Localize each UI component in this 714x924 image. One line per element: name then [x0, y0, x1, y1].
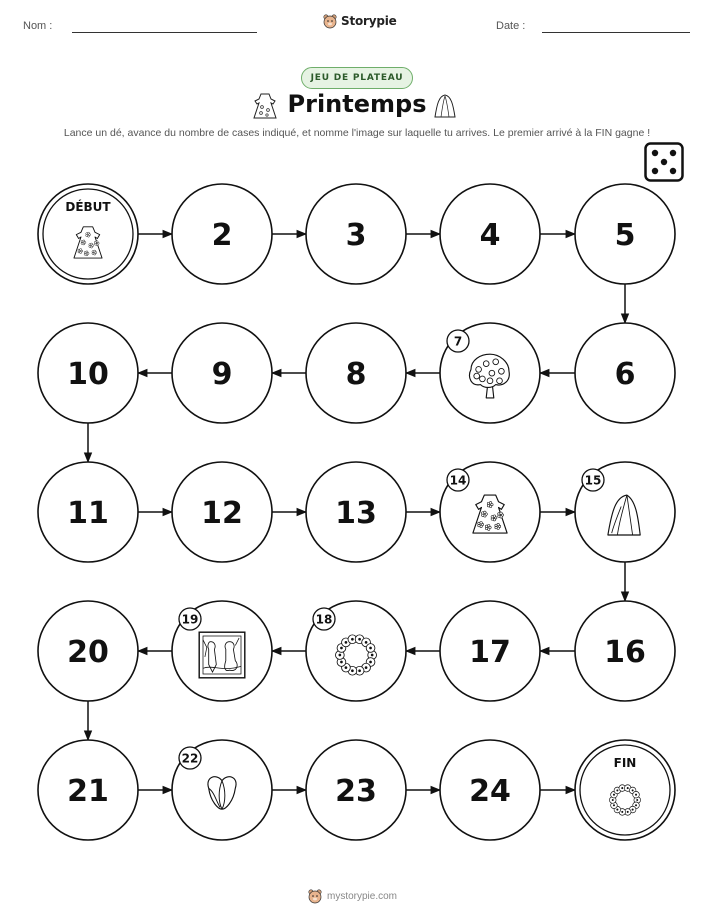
- space-number: 16: [604, 635, 646, 670]
- board-space-9: [172, 323, 272, 423]
- art-panel-icon: [199, 632, 245, 678]
- board-space-23: [306, 740, 406, 840]
- board-space-25: [575, 740, 675, 840]
- board-space-21: [38, 740, 138, 840]
- space-number: 23: [335, 774, 377, 809]
- board-space-17: [440, 601, 540, 701]
- space-number: 21: [67, 774, 109, 809]
- board-space-6: [575, 323, 675, 423]
- board-space-20: [38, 601, 138, 701]
- name-label: Nom :: [23, 20, 53, 32]
- board-space-19: [172, 601, 272, 701]
- board-space-4: [440, 184, 540, 284]
- date-label: Date :: [496, 20, 526, 32]
- space-number: 5: [614, 218, 636, 253]
- space-number: 22: [181, 751, 199, 766]
- footer: [307, 888, 397, 904]
- space-number: 9: [211, 357, 233, 392]
- space-number: 19: [181, 612, 199, 627]
- board-space-10: [38, 323, 138, 423]
- brand-name: Storypie: [341, 14, 397, 28]
- board-space-3: [306, 184, 406, 284]
- space-number: 3: [345, 218, 367, 253]
- board-space-12: [172, 462, 272, 562]
- space-number: 4: [479, 218, 501, 253]
- space-number: 15: [584, 473, 602, 488]
- footer-url: mystorypie.com: [327, 890, 398, 902]
- board-space-1: [38, 184, 138, 284]
- space-number: 13: [335, 496, 377, 531]
- board-space-2: [172, 184, 272, 284]
- end-label: FIN: [613, 756, 637, 770]
- space-number: 8: [345, 357, 367, 392]
- space-number: 11: [67, 496, 109, 531]
- space-number: 12: [201, 496, 243, 531]
- board-space-15: [575, 462, 675, 562]
- space-number: 20: [67, 635, 109, 670]
- instructions: Lance un dé, avance du nombre de cases indiqué, et nomme l'image sur laquelle tu arrives. Le premier arrivé à la FIN gagne !: [63, 127, 651, 139]
- board-space-11: [38, 462, 138, 562]
- board-space-18: [306, 601, 406, 701]
- space-number: 14: [449, 473, 467, 488]
- board-space-16: [575, 601, 675, 701]
- space-number: 10: [67, 357, 109, 392]
- board-space-8: [306, 323, 406, 423]
- bear-icon: [307, 888, 323, 904]
- board-space-22: [172, 740, 272, 840]
- page-title: Printemps: [287, 90, 427, 118]
- space-number: 17: [469, 635, 511, 670]
- category-badge: JEU DE PLATEAU: [301, 67, 413, 89]
- board-space-24: [440, 740, 540, 840]
- start-label: DÉBUT: [65, 200, 111, 214]
- space-number: 6: [614, 357, 636, 392]
- space-number: 18: [315, 612, 333, 627]
- space-number: 24: [469, 774, 511, 809]
- board-space-14: [440, 462, 540, 562]
- space-number: 2: [211, 218, 233, 253]
- board-space-5: [575, 184, 675, 284]
- board-space-7: [440, 323, 540, 423]
- space-number: 7: [453, 334, 463, 349]
- board-space-13: [306, 462, 406, 562]
